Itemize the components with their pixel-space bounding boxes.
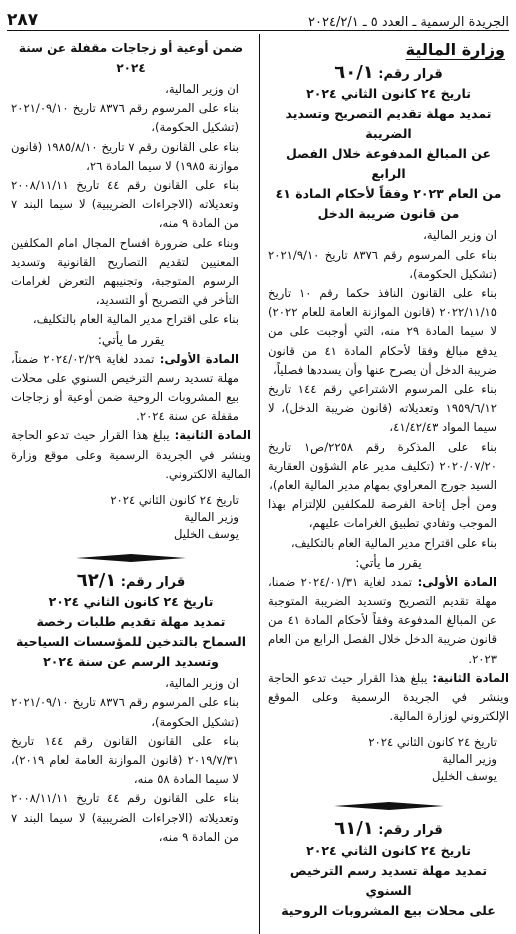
- decision-61-signature: [11, 492, 251, 543]
- decision-61-recital: بناء على القانون رقم ٧ تاريخ ١٩٨٥/٨/١٠ (قانون موازنة ١٩٨٥) لا سيما المادة ٢٦،: [11, 139, 239, 173]
- article-text: يبلغ هذا القرار حيث تدعو الحاجة وينشر في الجريدة الرسمية وعلى الموقع الإلكتروني لوزارة المالية.: [268, 670, 509, 724]
- signature-date: تاريخ ٢٤ كانون الثاني ٢٠٢٤: [368, 735, 497, 750]
- decision-60-title-line: من قانون ضريبة الدخل: [317, 206, 460, 222]
- right-column: [260, 34, 509, 934]
- gazette-issue-title: الجريدة الرسمية ـ العدد ٥ ـ ٢٠٢٤/٢/١: [308, 15, 509, 30]
- decision-60-recital: بناء على القانون النافذ حكما رقم ١٠ تاريخ ٢٠٢٢/١١/١٥ (قانون الموازنة العامة للعام ٢٠٢٢) لا سيما المادة ٢٩ منه، التي أوجبت على من يدفع مبالغ وفقا لأحكام المادة ٤١ من قانون ضريبة الدخل أن يصرح عنها وأن يسددها فصلياً،: [268, 286, 498, 377]
- decision-60-recital: ومن أجل إتاحة الفرصة للمكلفين للإلتزام بهذا الموجب وتفادي تطبيق الغرامات عليهم،: [268, 497, 497, 531]
- page-header: [7, 8, 509, 30]
- decision-60-article-2: [268, 669, 509, 727]
- decision-60-title-line: من العام ٢٠٢٣ وفقاً لأحكام المادة ٤١: [275, 186, 502, 202]
- decision-number: ٦٠/١: [334, 62, 374, 84]
- decision-60-article-1: [268, 573, 509, 669]
- decision-61-recital: بناء على اقتراح مدير المالية العام بالتكليف،: [32, 312, 239, 327]
- divider-ornament: [334, 802, 444, 810]
- decision-61-recital: بناء على القانون رقم ٤٤ تاريخ ٢٠٠٨/١١/١١ وتعديلاته (الاجراءات الضريبية) لا سيما البند ٧ من المادة ٩ منه،: [11, 178, 239, 231]
- decision-60-signature: [268, 734, 509, 785]
- decision-number: ٦١/١: [334, 818, 374, 840]
- article-text: يبلغ هذا القرار حيث تدعو الحاجة وينشر في الجريدة الرسمية وعلى موقع وزارة المالية الالكتروني.: [11, 428, 251, 481]
- header-rule: [7, 30, 509, 31]
- signature-date: تاريخ ٢٤ كانون الثاني ٢٠٢٤: [110, 493, 239, 508]
- decision-60-title-line: عن المبالغ المدفوعة خلال الفصل الرابع: [285, 146, 492, 182]
- divider-ornament: [76, 554, 186, 562]
- signature-name: يوسف الخليل: [174, 527, 239, 542]
- article-label: المادة الأولى:: [154, 351, 239, 366]
- decision-61-title-line: تمديد مهلة تسديد رسم الترخيص السنوي: [289, 862, 488, 898]
- article-label: المادة الثانية:: [169, 428, 251, 443]
- decision-62-title-line: السماح بالتدخين للمؤسسات السياحية: [15, 634, 247, 650]
- article-text: تمدد لغاية ٢٠٢٤/٠١/٣١ ضمنا، مهلة تقديم التصريح وتسديد الضريبة المتوجبة عن المبالغ المدفوعة وفقاً لأحكام المادة ٤١ من قانون ضريبة الدخل خلال الفصل الرابع من العام ٢٠٢٣.: [268, 574, 497, 666]
- decision-60-intro: ان وزير المالية،: [423, 228, 497, 243]
- page-number: ٢٨٧: [7, 10, 39, 30]
- decision-61-recital: وبناء على ضرورة افساح المجال امام المكلفين المعنيين لتقديم التصاريح القانونية وتسديد الرسوم المتوجبة، وتجنيبهم التعرض لغرامات التأخر في التصريح أو التسديد،: [11, 235, 239, 308]
- article-label: المادة الثانية:: [427, 670, 509, 685]
- decision-60-recital: بناء على المرسوم الاشتراعي رقم ١٤٤ تاريخ ١٩٥٩/٦/١٢ وتعديلاته (قانون ضريبة الدخل)، لا سيما المواد ٤١/٤٢/٤٣،: [268, 382, 497, 435]
- decision-61-date: تاريخ ٢٤ كانون الثاني ٢٠٢٤: [306, 842, 471, 858]
- decision-61-decides: يقرر ما يأتي:: [97, 331, 165, 347]
- decision-62-title-line: وتسديد الرسم عن سنة ٢٠٢٤: [43, 654, 219, 670]
- signature-title: وزير المالية: [442, 752, 497, 767]
- decision-60-title-line: تمديد مهلة تقديم التصريح وتسديد الضريبة: [285, 106, 492, 142]
- decision-60-recital: بناء على المذكرة رقم ٢٢٥٨/ص١ تاريخ ٢٠٢٠/٠٧/٢٠ (تكليف مدير عام الشؤون العقارية السيد جورج المعراوي بمهام مدير المالية العام)،: [268, 439, 497, 493]
- decision-60-number: [268, 63, 509, 84]
- decision-number: ٦٢/١: [76, 570, 117, 592]
- decision-60-date: تاريخ ٢٤ كانون الثاني ٢٠٢٤: [306, 86, 471, 102]
- decision-62-recital: بناء على القانون القانون رقم ١٤٤ تاريخ ٢٠١٩/٧/٣١ (قانون الموازنة العامة لعام ٢٠١٩)، لا سيما المادة ٥٨ منه،: [11, 733, 239, 787]
- decision-62-intro: ان وزير المالية،: [165, 676, 239, 691]
- decision-61-title-line: على محلات بيع المشروبات الروحية: [281, 902, 496, 918]
- decision-61-article-2: [11, 426, 251, 484]
- decision-62-title-line: تمديد مهلة تقديم طلبات رخصة: [36, 614, 226, 630]
- signature-title: وزير المالية: [184, 510, 239, 525]
- decision-61-recital: بناء على المرسوم رقم ٨٣٧٦ تاريخ ٢٠٢١/٠٩/١٠ (تشكيل الحكومة)،: [11, 101, 239, 135]
- decision-62-date: تاريخ ٢٤ كانون الثاني ٢٠٢٤: [48, 594, 214, 610]
- decision-61-article-1: [11, 350, 251, 427]
- article-text: تمدد لغاية ٢٠٢٤/٠٢/٢٩ ضمناً، مهلة تسديد رسم الترخيص السنوي على محلات بيع المشروبات الروحية ضمن أوعية أو زجاجات مقفلة عن سنة ٢٠٢٤.: [11, 351, 239, 424]
- signature-name: يوسف الخليل: [432, 769, 497, 784]
- ministry-heading: وزارة المالية: [405, 40, 505, 59]
- decision-label: قرار رقم:: [116, 575, 186, 591]
- decision-61-intro: ان وزير المالية،: [165, 82, 239, 96]
- decision-label: قرار رقم:: [373, 67, 443, 83]
- section-divider: [268, 801, 509, 811]
- decision-60-decides: يقرر ما يأتي:: [355, 554, 422, 570]
- decision-61-title-continued: ضمن أوعية أو زجاجات مقفلة عن سنة ٢٠٢٤: [18, 41, 244, 75]
- columns: [7, 34, 509, 934]
- decision-61-number: [268, 819, 509, 840]
- decision-62-recital: بناء على المرسوم رقم ٨٣٧٦ تاريخ ٢٠٢١/٠٩/١٠ (تشكيل الحكومة)،: [11, 695, 239, 729]
- section-divider: [11, 553, 251, 563]
- decision-60-recital: بناء على اقتراح مدير المالية العام بالتكليف،: [290, 535, 497, 550]
- article-label: المادة الأولى:: [412, 574, 497, 589]
- decision-62-number: [11, 571, 251, 592]
- left-column: [11, 34, 260, 934]
- decision-label: قرار رقم:: [373, 823, 443, 839]
- decision-62-recital: بناء على القانون رقم ٤٤ تاريخ ٢٠٠٨/١١/١١ وتعديلاته (الاجراءات الضريبية) لا سيما البند ٧ من المادة ٩ منه،: [11, 791, 239, 844]
- decision-60-recital: بناء على المرسوم رقم ٨٣٧٦ تاريخ ٢٠٢١/٩/١٠ (تشكيل الحكومة)،: [268, 247, 497, 281]
